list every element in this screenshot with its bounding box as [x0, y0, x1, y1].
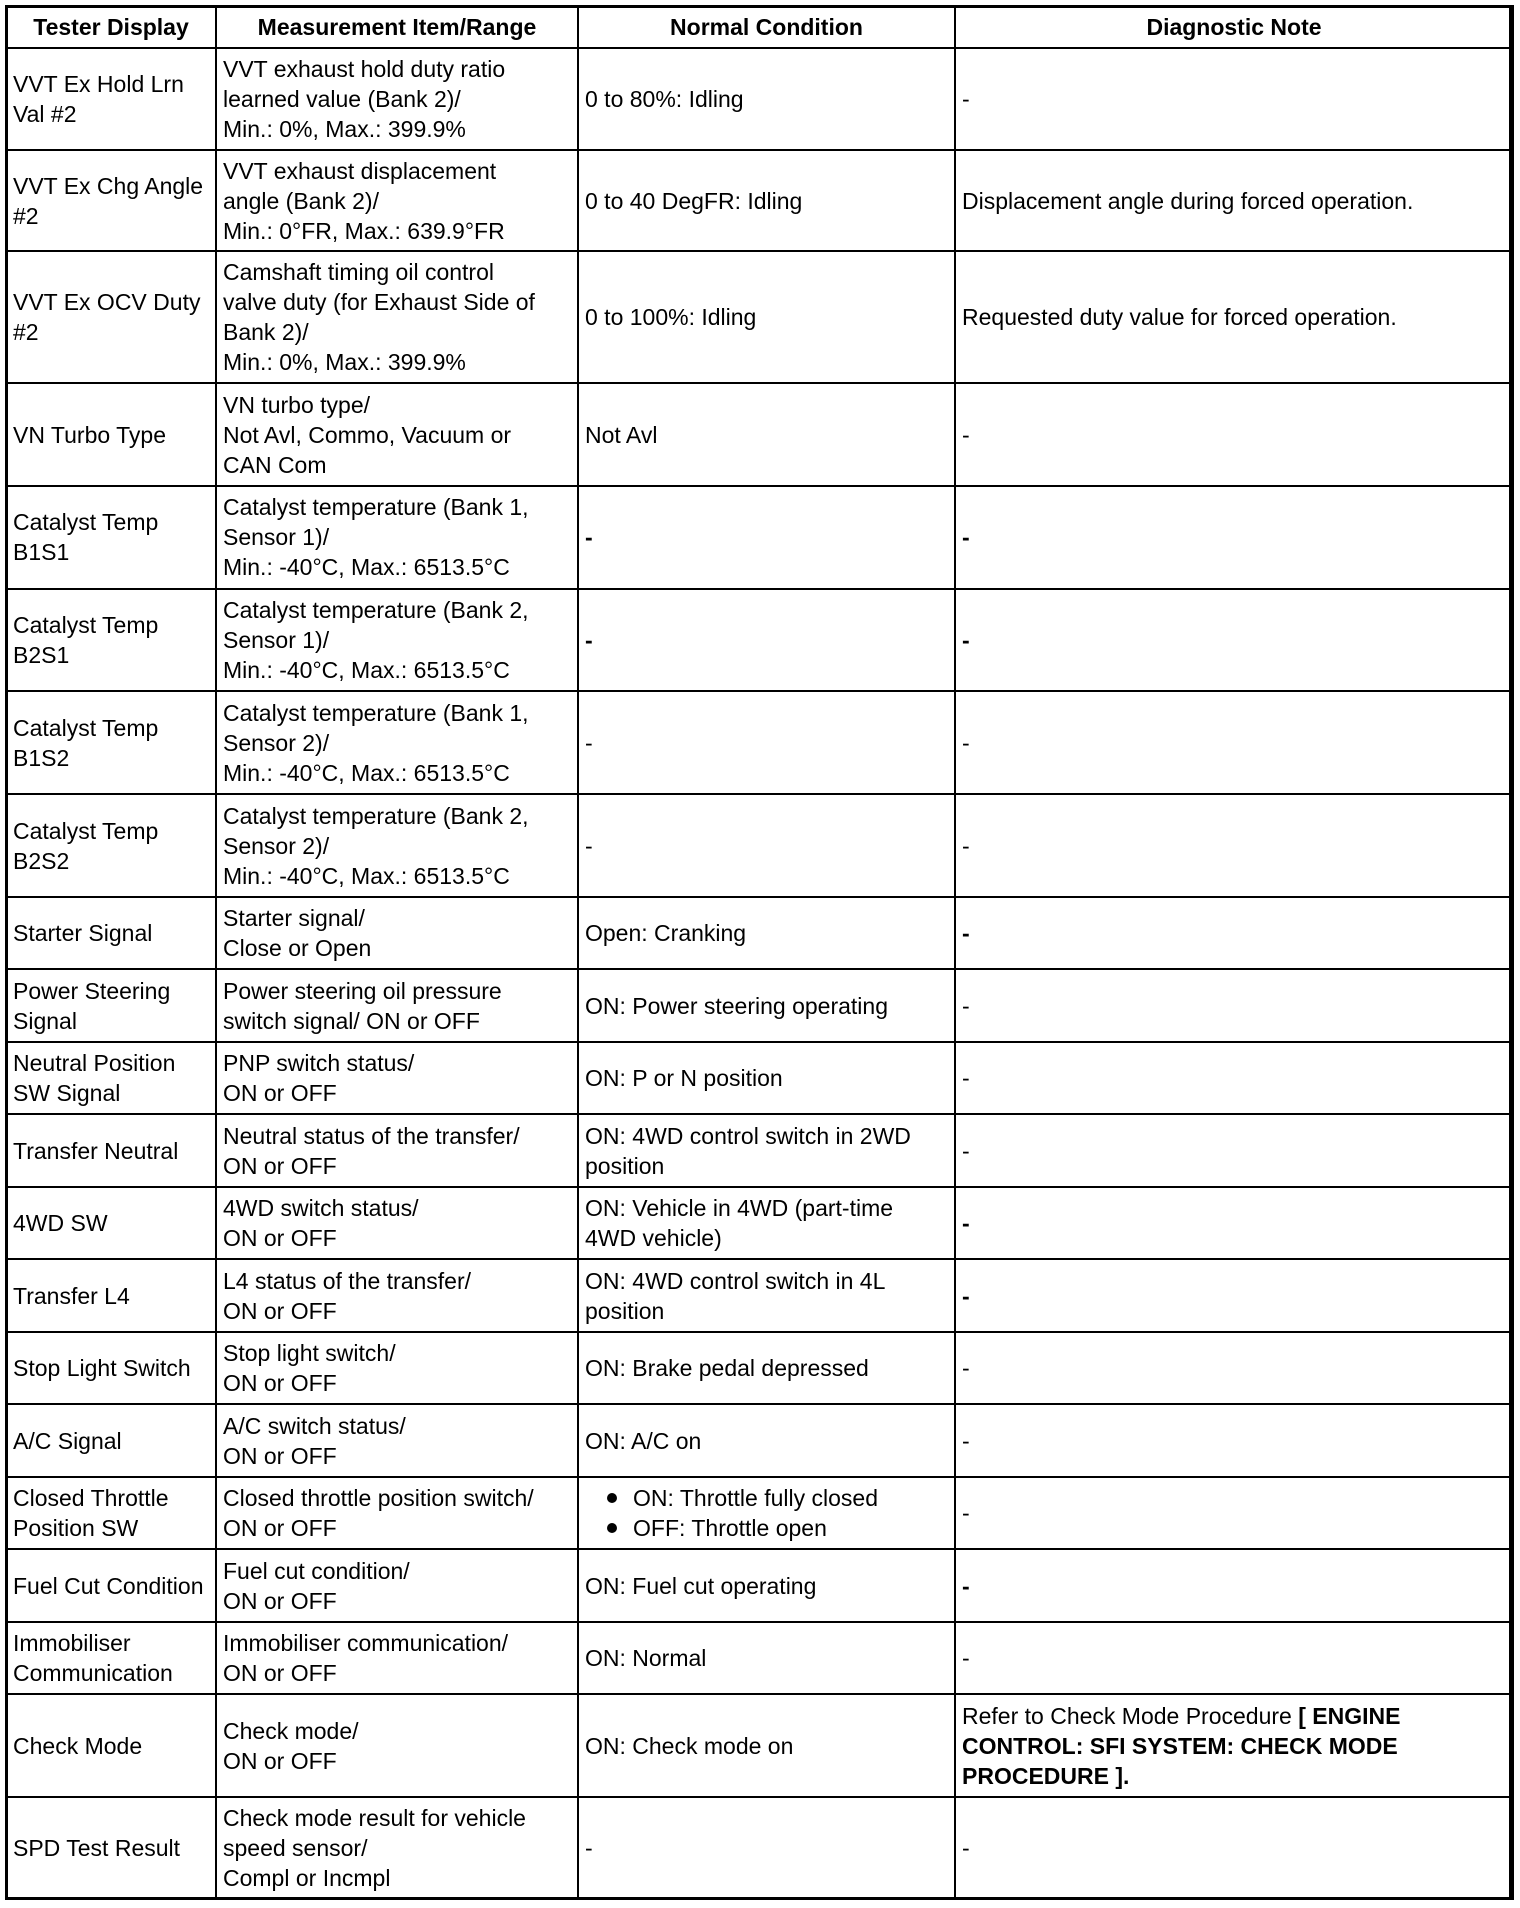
check-mode-note-text: Refer to Check Mode Procedure — [962, 1702, 1299, 1729]
measurement-item-cell: VVT exhaust hold duty ratio learned value (Bank 2)/ Min.: 0%, Max.: 399.9% — [216, 48, 578, 150]
normal-condition-cell: - — [578, 691, 955, 794]
tester-display-cell: VVT Ex Hold Lrn Val #2 — [6, 48, 216, 150]
diagnostic-note-cell: - — [955, 1114, 1513, 1187]
measurement-item-cell: L4 status of the transfer/ ON or OFF — [216, 1259, 578, 1332]
tester-display-cell: Stop Light Switch — [6, 1332, 216, 1405]
diagnostic-note-cell: - — [955, 969, 1513, 1042]
measurement-item-cell: VVT exhaust displacement angle (Bank 2)/ Min.: 0°FR, Max.: 639.9°FR — [216, 150, 578, 252]
tester-display-cell: SPD Test Result — [6, 1797, 216, 1899]
normal-condition-cell: Not Avl — [578, 383, 955, 486]
normal-condition-cell: ON: A/C on — [578, 1404, 955, 1477]
measurement-item-cell: Immobiliser communication/ ON or OFF — [216, 1622, 578, 1695]
measurement-item-cell: Catalyst temperature (Bank 2, Sensor 1)/ Min.: -40°C, Max.: 6513.5°C — [216, 589, 578, 692]
normal-condition-cell: - — [578, 589, 955, 692]
normal-condition-cell: ON: Brake pedal depressed — [578, 1332, 955, 1405]
diagnostic-note-cell: - — [955, 1187, 1513, 1260]
measurement-item-cell: Catalyst temperature (Bank 1, Sensor 2)/ Min.: -40°C, Max.: 6513.5°C — [216, 691, 578, 794]
tester-display-cell: Catalyst Temp B2S1 — [6, 589, 216, 692]
tester-display-cell: VVT Ex OCV Duty #2 — [6, 251, 216, 383]
list-item: OFF: Throttle open — [585, 1513, 948, 1543]
normal-condition-cell: ON: Vehicle in 4WD (part-time 4WD vehicle) — [578, 1187, 955, 1260]
measurement-item-cell: 4WD switch status/ ON or OFF — [216, 1187, 578, 1260]
normal-condition-cell: ON: Normal — [578, 1622, 955, 1695]
diagnostic-note-cell: - — [955, 48, 1513, 150]
diagnostic-note-cell: - — [955, 383, 1513, 486]
measurement-item-cell: Check mode result for vehicle speed sensor/ Compl or Incmpl — [216, 1797, 578, 1899]
tester-display-cell: Closed Throttle Position SW — [6, 1477, 216, 1550]
header-normal-condition: Normal Condition — [578, 6, 955, 48]
header-diagnostic-note: Diagnostic Note — [955, 6, 1513, 48]
measurement-item-cell: Neutral status of the transfer/ ON or OFF — [216, 1114, 578, 1187]
tester-display-cell: Catalyst Temp B1S1 — [6, 486, 216, 589]
tester-display-cell: Check Mode — [6, 1694, 216, 1797]
measurement-item-cell: Stop light switch/ ON or OFF — [216, 1332, 578, 1405]
tester-display-cell: Power Steering Signal — [6, 969, 216, 1042]
tester-display-cell: Neutral Position SW Signal — [6, 1042, 216, 1115]
normal-condition-cell: ON: Fuel cut operating — [578, 1549, 955, 1622]
diagnostic-note-cell: - — [955, 1797, 1513, 1899]
diagnostic-note-cell: - — [955, 589, 1513, 692]
list-item: ON: Throttle fully closed — [585, 1483, 948, 1513]
measurement-item-cell: Catalyst temperature (Bank 1, Sensor 1)/ Min.: -40°C, Max.: 6513.5°C — [216, 486, 578, 589]
measurement-item-cell: A/C switch status/ ON or OFF — [216, 1404, 578, 1477]
diagnostic-note-cell: - — [955, 1549, 1513, 1622]
header-measurement-item: Measurement Item/Range — [216, 6, 578, 48]
tester-display-cell: Catalyst Temp B1S2 — [6, 691, 216, 794]
tester-display-cell: VVT Ex Chg Angle #2 — [6, 150, 216, 252]
diagnostic-note-cell: Displacement angle during forced operation. — [955, 150, 1513, 252]
normal-condition-cell: 0 to 80%: Idling — [578, 48, 955, 150]
diagnostic-note-cell: - — [955, 897, 1513, 970]
outer-border — [5, 5, 1512, 1900]
diagnostic-note-cell: Requested duty value for forced operation. — [955, 251, 1513, 383]
tester-display-cell: VN Turbo Type — [6, 383, 216, 486]
diagnostic-note-cell: - — [955, 1404, 1513, 1477]
diagnostic-note-cell: - — [955, 1477, 1513, 1550]
measurement-item-cell: Camshaft timing oil control valve duty (for Exhaust Side of Bank 2)/ Min.: 0%, Max.: 399.9% — [216, 251, 578, 383]
tester-display-cell: Fuel Cut Condition — [6, 1549, 216, 1622]
diagnostic-note-cell: - — [955, 1042, 1513, 1115]
tester-display-cell: A/C Signal — [6, 1404, 216, 1477]
measurement-item-cell: Closed throttle position switch/ ON or OFF — [216, 1477, 578, 1550]
header-tester-display: Tester Display — [6, 6, 216, 48]
diagnostic-note-cell: - — [955, 1332, 1513, 1405]
tester-display-cell: Starter Signal — [6, 897, 216, 970]
tester-display-cell: Immobiliser Communication — [6, 1622, 216, 1695]
diagnostic-note-cell: - — [955, 794, 1513, 897]
normal-condition-cell: ON: 4WD control switch in 4L position — [578, 1259, 955, 1332]
normal-condition-cell: Open: Cranking — [578, 897, 955, 970]
tester-display-cell: Catalyst Temp B2S2 — [6, 794, 216, 897]
diagnostic-note-cell: - — [955, 1622, 1513, 1695]
normal-condition-cell: 0 to 40 DegFR: Idling — [578, 150, 955, 252]
normal-condition-cell: ON: Check mode on — [578, 1694, 955, 1797]
measurement-item-cell: Starter signal/ Close or Open — [216, 897, 578, 970]
diagnostic-note-cell: - — [955, 691, 1513, 794]
normal-condition-cell: - — [578, 486, 955, 589]
tester-display-cell: Transfer L4 — [6, 1259, 216, 1332]
tester-display-cell: 4WD SW — [6, 1187, 216, 1260]
diagnostic-note-cell: - — [955, 1259, 1513, 1332]
tester-display-cell: Transfer Neutral — [6, 1114, 216, 1187]
normal-condition-cell: ON: Power steering operating — [578, 969, 955, 1042]
normal-condition-cell: 0 to 100%: Idling — [578, 251, 955, 383]
diagnostic-note-cell: - — [955, 486, 1513, 589]
measurement-item-cell: PNP switch status/ ON or OFF — [216, 1042, 578, 1115]
measurement-item-cell: Fuel cut condition/ ON or OFF — [216, 1549, 578, 1622]
normal-condition-cell: ON: 4WD control switch in 2WD position — [578, 1114, 955, 1187]
normal-condition-cell: ON: P or N position — [578, 1042, 955, 1115]
normal-condition-cell: - — [578, 1797, 955, 1899]
normal-condition-cell: - — [578, 794, 955, 897]
check-mode-procedure-link[interactable]: [ ENGINE CONTROL: SFI SYSTEM: CHECK MODE PROCEDURE ]. — [962, 1702, 1401, 1789]
measurement-item-cell: VN turbo type/ Not Avl, Commo, Vacuum or CAN Com — [216, 383, 578, 486]
measurement-item-cell: Catalyst temperature (Bank 2, Sensor 2)/ Min.: -40°C, Max.: 6513.5°C — [216, 794, 578, 897]
measurement-item-cell: Check mode/ ON or OFF — [216, 1694, 578, 1797]
measurement-item-cell: Power steering oil pressure switch signal/ ON or OFF — [216, 969, 578, 1042]
